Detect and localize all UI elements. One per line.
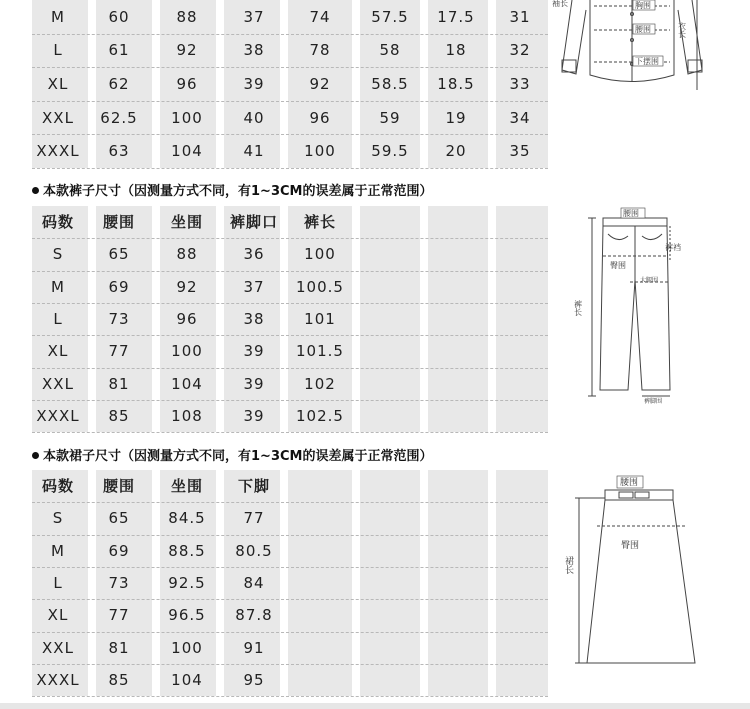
table-cell: 101.5 — [296, 342, 344, 361]
table-cell: XL — [47, 342, 69, 361]
table-cell: 37 — [243, 277, 265, 296]
skirt-size-table — [32, 470, 548, 696]
table-cell: S — [52, 509, 64, 528]
skirt-diagram — [565, 468, 715, 673]
table-row-divider — [32, 664, 548, 666]
table-cell: 39 — [243, 342, 265, 361]
table-cell: 102 — [304, 374, 336, 393]
tops-size-table — [32, 0, 548, 168]
top-diagram-label-sleeve: 袖长 — [552, 0, 568, 8]
table-cell: 59 — [379, 108, 401, 127]
table-row-divider — [32, 632, 548, 634]
pants-diagram-label-rise: 裤裆 — [665, 243, 681, 252]
table-header-cell: 腰围 — [102, 477, 135, 496]
table-row-divider — [32, 303, 548, 305]
table-cell: 87.8 — [235, 606, 273, 625]
table-cell: 104 — [171, 142, 203, 161]
table-cell: 61 — [108, 41, 130, 60]
table-cell: 88 — [176, 245, 198, 264]
table-cell: M — [51, 277, 65, 296]
table-cell: 92 — [176, 41, 198, 60]
table-cell: 100 — [171, 638, 203, 657]
table-header-cell: 裤脚口 — [229, 213, 278, 232]
table-cell: 58.5 — [371, 75, 409, 93]
table-cell: 96.5 — [168, 606, 206, 625]
table-cell: 37 — [243, 7, 265, 26]
table-cell: 77 — [108, 342, 130, 361]
top-diagram-label-waist: 腰围 — [635, 25, 651, 34]
table-cell: 100 — [171, 108, 203, 127]
top-diagram-label-length: 衣长 — [677, 22, 687, 38]
skirt-diagram-label-waist: 腰围 — [620, 478, 639, 488]
table-cell: M — [51, 541, 65, 560]
table-cell: 65 — [108, 509, 130, 528]
table-cell: 20 — [445, 142, 467, 161]
pants-diagram — [570, 200, 700, 406]
pants-diagram-label-hip: 臀围 — [610, 261, 626, 270]
table-row-divider — [32, 535, 548, 537]
table-cell: 57.5 — [371, 7, 409, 26]
table-row-divider — [32, 168, 548, 170]
table-cell: L — [53, 310, 63, 329]
table-cell: 92 — [176, 277, 198, 296]
table-cell: 77 — [108, 606, 130, 625]
table-cell: 95 — [243, 670, 265, 689]
top-diagram-label-hem: 下摆围 — [635, 57, 659, 66]
table-cell: S — [52, 245, 64, 264]
table-cell: XXXL — [36, 406, 80, 425]
pants-size-table — [32, 206, 548, 432]
bullet-icon — [32, 452, 39, 459]
table-cell: 38 — [243, 310, 265, 329]
table-cell: XL — [47, 606, 69, 625]
table-row-divider — [32, 368, 548, 370]
table-cell: 84 — [243, 574, 265, 593]
table-cell: 81 — [108, 638, 130, 657]
table-cell: L — [53, 41, 63, 60]
table-cell: 41 — [243, 142, 265, 161]
table-cell: 88 — [176, 7, 198, 26]
table-header-cell: 码数 — [41, 477, 74, 496]
table-cell: 85 — [108, 670, 130, 689]
table-row-divider — [32, 271, 548, 273]
table-cell: XXL — [42, 374, 74, 393]
pants-diagram-label-hem: 裤脚围 — [644, 398, 663, 405]
table-cell: 96 — [309, 108, 331, 127]
table-cell: 19 — [445, 108, 467, 127]
table-row-divider — [32, 134, 548, 136]
table-cell: 92 — [309, 75, 331, 93]
table-cell: 80.5 — [235, 541, 273, 560]
table-cell: 40 — [243, 108, 265, 127]
table-row-divider — [32, 34, 548, 36]
table-cell: 69 — [108, 541, 130, 560]
table-header-cell: 腰围 — [102, 213, 135, 232]
table-row-divider — [32, 101, 548, 103]
table-cell: 104 — [171, 374, 203, 393]
bullet-icon — [32, 187, 39, 194]
table-cell: 101 — [304, 310, 336, 329]
table-header-cell: 码数 — [41, 213, 74, 232]
table-cell: 104 — [171, 670, 203, 689]
table-cell: 100 — [171, 342, 203, 361]
table-cell: XXXL — [36, 142, 80, 161]
table-row-divider — [32, 67, 548, 69]
table-cell: 92.5 — [168, 574, 206, 593]
table-cell: 32 — [509, 41, 531, 60]
table-cell: 63 — [108, 142, 130, 161]
pants-section-title: 本款裤子尺寸（因测量方式不同，有1~3CM的误差属于正常范围） — [32, 180, 432, 199]
table-cell: 69 — [108, 277, 130, 296]
table-row-divider — [32, 567, 548, 569]
table-cell: 108 — [171, 406, 203, 425]
table-cell: 100 — [304, 142, 336, 161]
table-cell: 18.5 — [437, 75, 475, 93]
table-row-divider — [32, 432, 548, 434]
table-cell: 102.5 — [296, 406, 344, 425]
skirt-section-title: 本款裙子尺寸（因测量方式不同，有1~3CM的误差属于正常范围） — [32, 445, 432, 464]
table-row-divider — [32, 502, 548, 504]
tops-size-section — [0, 0, 750, 168]
table-cell: 60 — [108, 7, 130, 26]
table-cell: 58 — [379, 41, 401, 60]
table-cell: 88.5 — [168, 541, 206, 560]
table-cell: XXL — [42, 638, 74, 657]
top-diagram-label-chest: 胸围 — [635, 1, 651, 10]
table-row-divider — [32, 238, 548, 240]
table-cell: 84.5 — [168, 509, 206, 528]
table-cell: 34 — [509, 108, 531, 127]
table-cell: 73 — [108, 310, 130, 329]
table-cell: 100 — [304, 245, 336, 264]
table-cell: M — [51, 7, 65, 26]
table-cell: 31 — [509, 7, 531, 26]
table-cell: 59.5 — [371, 142, 409, 161]
bottom-divider-bar — [0, 703, 750, 709]
top-garment-diagram — [552, 0, 712, 98]
pants-diagram-label-thigh: 大腿围 — [640, 277, 659, 284]
table-cell: 78 — [309, 41, 331, 60]
table-cell: 100.5 — [296, 277, 344, 296]
table-cell: 39 — [243, 75, 265, 93]
table-cell: 91 — [243, 638, 265, 657]
table-cell: 33 — [509, 75, 531, 93]
table-header-cell: 下脚 — [237, 477, 270, 496]
table-cell: 96 — [176, 75, 198, 93]
table-cell: 18 — [445, 41, 467, 60]
table-cell: 74 — [309, 7, 331, 26]
table-cell: L — [53, 574, 63, 593]
table-cell: 36 — [243, 245, 265, 264]
table-cell: 96 — [176, 310, 198, 329]
pants-diagram-label-length: 裤长 — [573, 300, 583, 316]
table-row-divider — [32, 335, 548, 337]
table-header-cell: 坐围 — [170, 477, 203, 496]
table-row-divider — [32, 696, 548, 698]
table-cell: XL — [47, 75, 69, 93]
skirt-diagram-label-length: 裙长 — [563, 556, 573, 574]
table-cell: 39 — [243, 406, 265, 425]
table-cell: XXL — [42, 108, 74, 127]
table-header-cell: 坐围 — [170, 213, 203, 232]
table-row-divider — [32, 400, 548, 402]
table-cell: 77 — [243, 509, 265, 528]
skirt-diagram-label-hip: 臀围 — [621, 541, 640, 551]
table-header-cell: 裤长 — [303, 213, 336, 232]
table-cell: 85 — [108, 406, 130, 425]
table-cell: 62 — [108, 75, 130, 93]
table-cell: XXXL — [36, 670, 80, 689]
table-cell: 39 — [243, 374, 265, 393]
table-cell: 17.5 — [437, 7, 475, 26]
table-cell: 62.5 — [100, 108, 138, 127]
table-cell: 35 — [509, 142, 531, 161]
table-cell: 73 — [108, 574, 130, 593]
table-cell: 81 — [108, 374, 130, 393]
table-cell: 38 — [243, 41, 265, 60]
table-cell: 65 — [108, 245, 130, 264]
table-row-divider — [32, 599, 548, 601]
pants-diagram-label-waist: 腰围 — [623, 209, 639, 218]
